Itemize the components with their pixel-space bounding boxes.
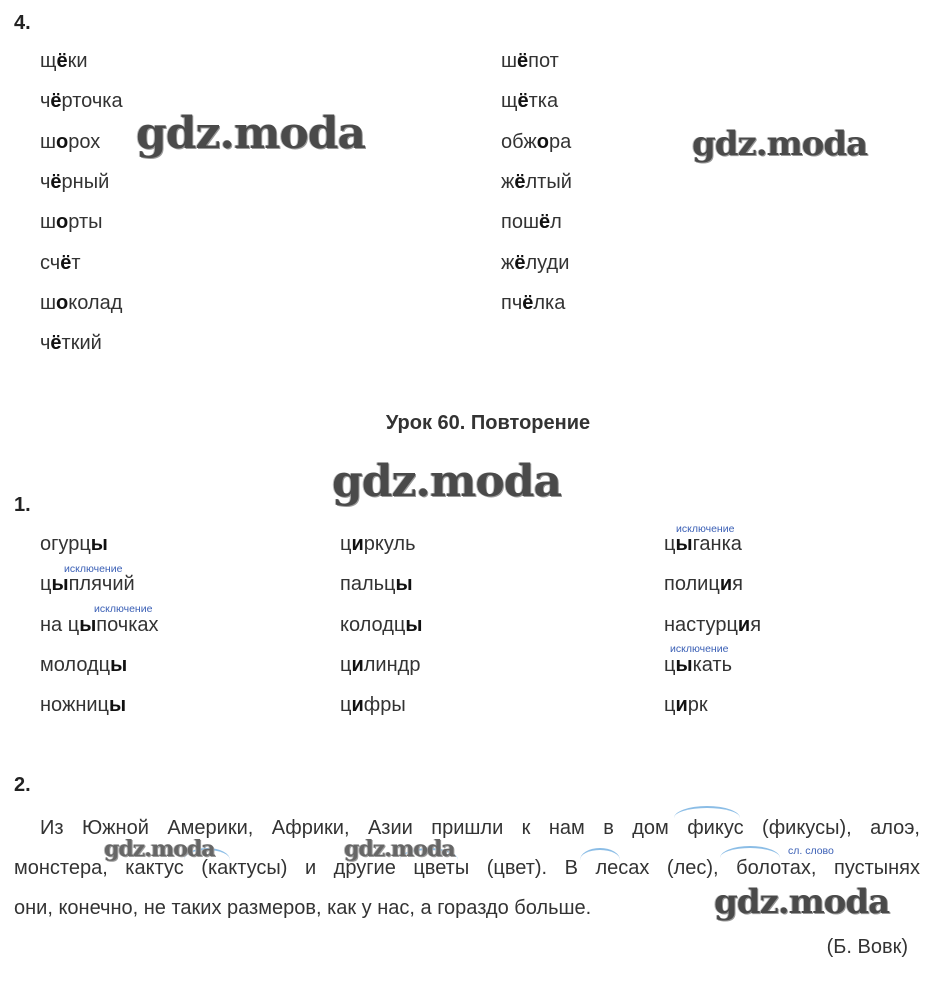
highlighted-letter: ы [109,694,127,717]
exception-note: исключение [64,563,123,575]
highlighted-letter: ё [514,251,526,274]
word-item [340,533,416,556]
word-item [40,131,100,154]
word-part: ц [340,694,352,717]
word-part: пот [528,50,559,72]
word-part: почках [96,613,159,636]
highlighted-letter: ё [50,332,62,355]
highlighted-letter: о [536,130,549,153]
word-part: рох [68,130,101,153]
word-part: рточка [61,90,123,113]
highlighted-letter: ы [395,573,413,596]
word-part: пальц [340,573,396,596]
highlighted-letter: ы [675,533,693,555]
highlighted-letter: ы [675,653,693,676]
watermark: gdz.moda [104,836,215,862]
exception-note: исключение [94,603,153,615]
exercise-2-number: 2. [14,774,31,796]
word-part: колодц [340,613,406,636]
watermark: gdz.moda [332,456,562,507]
word-part: ч [40,170,51,193]
word-part: луди [525,251,570,274]
word-part: линдр [363,653,421,676]
word-item [40,573,135,596]
word-part: рк [687,694,708,717]
word-part: обж [501,130,537,153]
word-item [664,654,732,677]
word-part: ч [40,90,51,113]
word-part: фры [363,694,406,717]
word-item [501,171,572,194]
word-part: щ [501,90,518,113]
word-part: рный [61,170,110,193]
word-item [40,654,127,677]
word-part: ч [40,332,51,355]
word-part: т [71,251,81,274]
highlighted-letter: и [737,613,751,636]
highlighted-letter: ё [517,90,529,113]
word-item [501,131,571,154]
word-part: лтый [525,170,572,193]
highlighted-letter: ы [110,653,128,676]
exception-note: исключение [676,523,735,535]
word-item [340,654,420,677]
word-item [340,573,413,596]
word-part: пч [501,291,523,314]
highlighted-letter: ё [522,291,534,314]
word-part: ц [664,653,676,676]
word-item [664,533,742,556]
word-item [40,211,102,234]
highlighted-letter: о [56,291,69,314]
word-part: ж [501,251,515,274]
word-item [340,614,422,637]
highlighted-letter: ы [79,613,97,636]
lesson-title: Урок 60. Повторение [385,412,591,434]
word-part: пош [501,211,539,234]
word-item [40,50,88,73]
word-part: л [550,211,562,234]
highlighted-letter: ё [517,50,529,72]
highlighted-letter: ы [405,613,423,636]
line-3-text: они, конечно, не таких размеров, как у нас, а гораздо больше. [14,897,592,919]
word-item [40,694,126,717]
highlighted-letter: и [351,694,364,717]
word-part: ра [548,130,572,153]
highlighted-letter: ё [50,90,62,113]
watermark: gdz.moda [344,836,455,862]
word-item [40,614,159,637]
word-part: ц [40,573,52,596]
exercise-4-number: 4. [14,12,31,34]
highlighted-letter: и [351,653,364,676]
word-part: ц [664,694,676,717]
word-item [664,573,743,596]
word-part: рты [68,211,103,234]
word-part: ножниц [40,694,109,717]
word-item [40,252,81,275]
line-1-text: Из Южной Америки, Африки, Азии пришли к нам в дом фикус (фикусы), алоэ, [40,817,920,839]
exercise-1-number: 1. [14,494,31,516]
word-part: ц [340,533,352,555]
word-part: ш [40,211,57,234]
word-item [40,332,102,355]
highlighted-letter: ы [51,573,69,596]
word-item [501,90,558,113]
highlighted-letter: о [56,130,69,153]
author: (Б. Вовк) [826,936,908,958]
word-item [40,90,123,113]
related-word-note: сл. слово [788,845,834,857]
word-item [664,694,708,717]
word-part: тка [528,90,559,113]
highlighted-letter: ё [539,211,551,234]
highlighted-letter: о [56,211,69,234]
word-part: огурц [40,533,91,555]
word-part: настурц [664,613,738,636]
highlighted-letter: и [351,533,364,555]
word-part: на ц [40,613,80,636]
word-part: ганка [692,533,742,555]
word-part: молодц [40,653,111,676]
highlighted-letter: ы [90,533,108,555]
word-part: я [732,573,743,596]
word-item [501,292,565,315]
highlighted-letter: ё [60,251,72,274]
word-part: ш [40,130,57,153]
watermark: gdz.moda [692,124,868,164]
word-part: лка [533,291,566,314]
exercise-2-line-3 [14,888,591,928]
highlighted-letter: и [675,694,688,717]
word-part: ткий [61,332,102,355]
highlighted-letter: ё [56,50,68,72]
watermark: gdz.moda [136,108,366,159]
word-item [664,614,761,637]
word-part: я [750,613,762,636]
line-2-text: монстера, кактус (кактусы) и другие цветы (цвет). В лесах (лес), болотах, пустынях [14,857,920,879]
word-part: ц [664,533,676,555]
word-part: плячий [68,573,135,596]
word-item [40,533,108,556]
word-part: щ [40,50,57,72]
word-item [40,292,122,315]
watermark: gdz.moda [714,882,890,922]
word-part: ркуль [363,533,416,555]
word-part: ж [501,170,515,193]
word-part: ки [67,50,88,72]
word-part: ш [40,291,57,314]
word-item [501,211,562,234]
word-part: ц [340,653,352,676]
word-part: полиц [664,573,720,596]
word-item [40,171,109,194]
word-item [340,694,406,717]
word-part: кать [692,653,733,676]
highlighted-letter: ё [514,170,526,193]
word-item [501,50,559,73]
highlighted-letter: ё [50,170,62,193]
word-part: сч [40,251,61,274]
exception-note: исключение [670,643,729,655]
highlighted-letter: и [719,573,733,596]
word-part: ш [501,50,518,72]
word-item [501,252,569,275]
word-part: колад [68,291,123,314]
